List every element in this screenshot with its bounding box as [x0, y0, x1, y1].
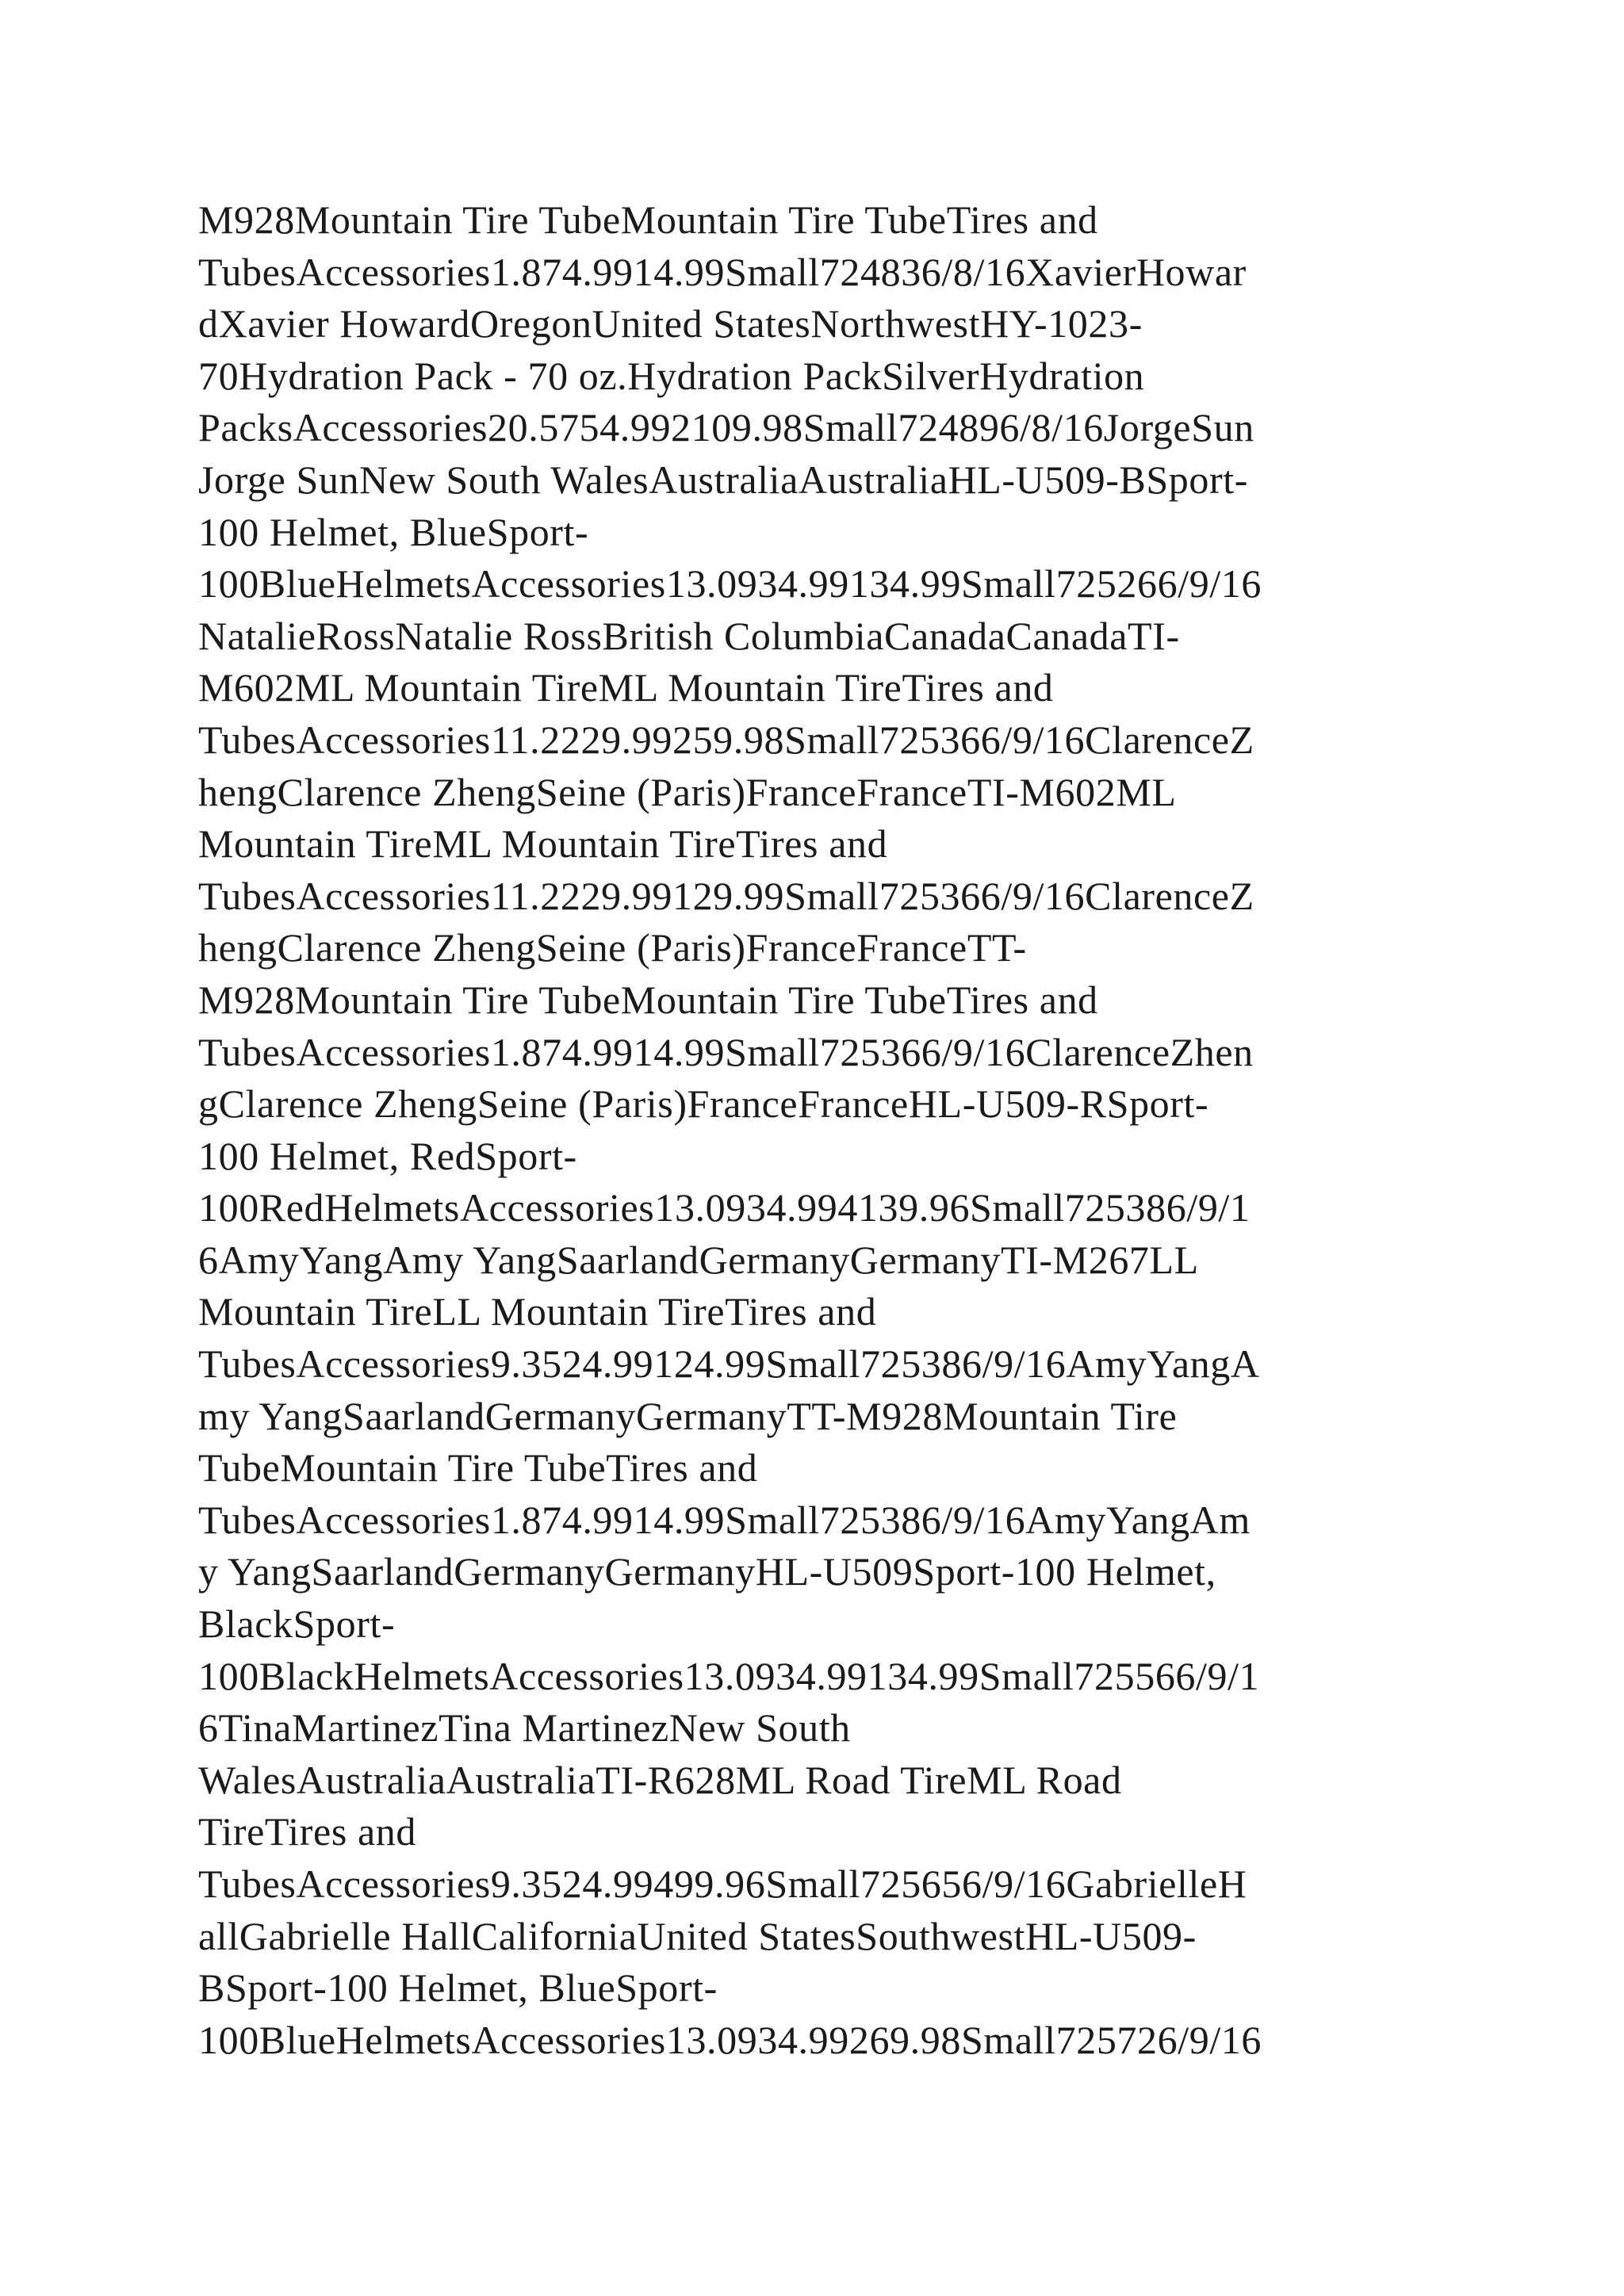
text-line: TubesAccessories1.874.9914.99Small725366/9/16ClarenceZhen — [198, 1029, 1254, 1074]
text-line: hengClarence ZhengSeine (Paris)FranceFranceTT- — [198, 925, 1027, 970]
text-line: 100RedHelmetsAccessories13.0934.994139.96Small725386/9/1 — [198, 1185, 1251, 1230]
text-line: 6AmyYangAmy YangSaarlandGermanyGermanyTI-M267LL — [198, 1237, 1199, 1282]
text-line: 100 Helmet, BlueSport- — [198, 509, 589, 554]
text-line: M928Mountain Tire TubeMountain Tire TubeTires and — [198, 197, 1098, 242]
text-line: TubesAccessories11.2229.99259.98Small725366/9/16ClarenceZ — [198, 717, 1254, 762]
text-line: 6TinaMartinezTina MartinezNew South — [198, 1705, 851, 1751]
text-line: 100BlackHelmetsAccessories13.0934.99134.99Small725566/9/1 — [198, 1653, 1260, 1698]
text-line: TubesAccessories1.874.9914.99Small724836/8/16XavierHowar — [198, 249, 1247, 294]
text-line: 100 Helmet, RedSport- — [198, 1133, 577, 1178]
text-line: hengClarence ZhengSeine (Paris)FranceFranceTI-M602ML — [198, 769, 1177, 814]
text-line: M928Mountain Tire TubeMountain Tire TubeTires and — [198, 977, 1098, 1022]
text-line: TubesAccessories1.874.9914.99Small725386/9/16AmyYangAm — [198, 1497, 1251, 1542]
text-line: TubeMountain Tire TubeTires and — [198, 1445, 758, 1490]
text-line: gClarence ZhengSeine (Paris)FranceFranceHL-U509-RSport- — [198, 1081, 1209, 1127]
text-line: TubesAccessories11.2229.99129.99Small725366/9/16ClarenceZ — [198, 873, 1254, 918]
text-line: TireTires and — [198, 1809, 416, 1854]
text-line: Mountain TireLL Mountain TireTires and — [198, 1289, 877, 1334]
document-text-block — [198, 194, 1483, 2066]
text-line: WalesAustraliaAustraliaTI-R628ML Road TireML Road — [198, 1757, 1122, 1802]
text-line: BlackSport- — [198, 1601, 396, 1647]
text-line: allGabrielle HallCaliforniaUnited StatesSouthwestHL-U509- — [198, 1913, 1197, 1958]
text-line: TubesAccessories9.3524.99124.99Small725386/9/16AmyYangA — [198, 1341, 1260, 1387]
text-line: dXavier HowardOregonUnited StatesNorthwestHY-1023- — [198, 301, 1143, 346]
text-line: Jorge SunNew South WalesAustraliaAustraliaHL-U509-BSport- — [198, 457, 1248, 502]
text-line: PacksAccessories20.5754.992109.98Small724896/8/16JorgeSun — [198, 405, 1254, 450]
text-line: y YangSaarlandGermanyGermanyHL-U509Sport-100 Helmet, — [198, 1549, 1216, 1594]
text-line: BSport-100 Helmet, BlueSport- — [198, 1965, 718, 2011]
text-line: 100BlueHelmetsAccessories13.0934.99269.98Small725726/9/16 — [198, 2017, 1262, 2062]
text-line: my YangSaarlandGermanyGermanyTT-M928Mountain Tire — [198, 1393, 1178, 1438]
text-line: 100BlueHelmetsAccessories13.0934.99134.99Small725266/9/16 — [198, 561, 1262, 607]
text-line: NatalieRossNatalie RossBritish ColumbiaCanadaCanadaTI- — [198, 613, 1180, 658]
text-line: M602ML Mountain TireML Mountain TireTires and — [198, 665, 1054, 710]
text-line: TubesAccessories9.3524.99499.96Small725656/9/16GabrielleH — [198, 1862, 1247, 1906]
text-line: Mountain TireML Mountain TireTires and — [198, 821, 888, 867]
text-line: 70Hydration Pack - 70 oz.Hydration PackSilverHydration — [198, 353, 1145, 398]
